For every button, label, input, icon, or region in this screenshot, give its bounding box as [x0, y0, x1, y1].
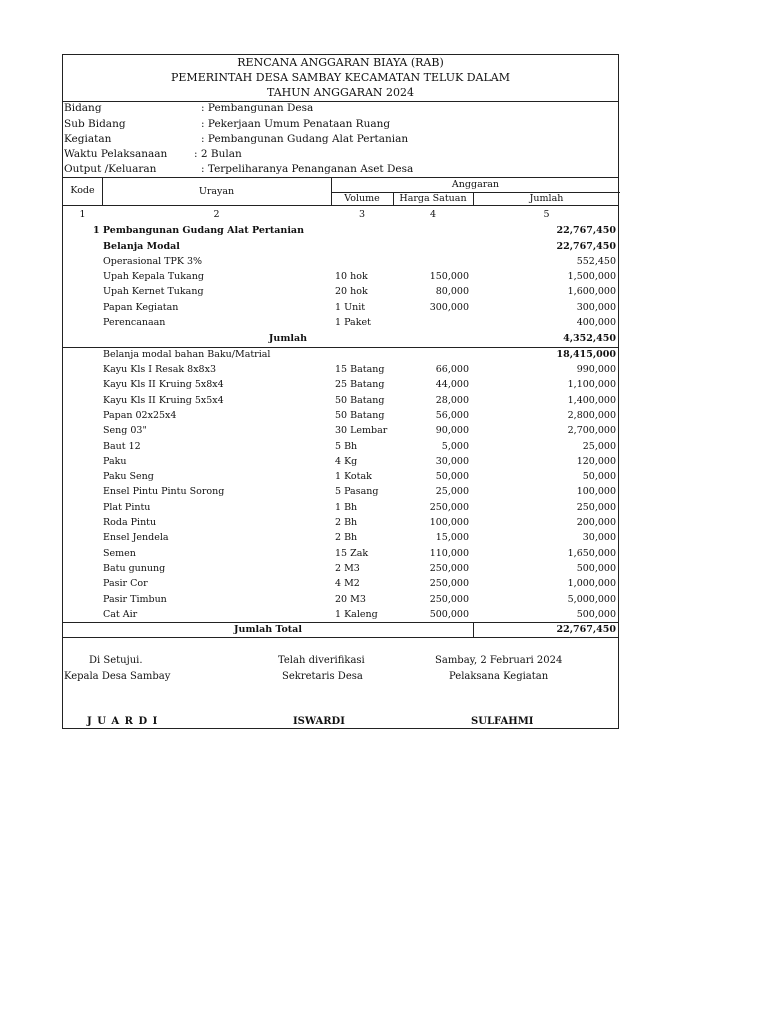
divider — [63, 347, 618, 348]
sign-right-role: Pelaksana Kegiatan — [449, 671, 549, 682]
table-row-jumlah: 1,000,000 — [567, 578, 616, 589]
table-row-volume: 1 Bh — [335, 502, 358, 513]
table-row-jumlah: 552,450 — [576, 256, 616, 267]
table-row-jumlah: 1,500,000 — [567, 271, 616, 282]
table-row-volume: 30 Lembar — [335, 425, 388, 436]
table-row-item: Plat Pintu — [103, 502, 151, 513]
table-row-jumlah: 50,000 — [582, 471, 616, 482]
table-row-volume: 50 Batang — [335, 395, 385, 406]
table-row-volume: 4 Kg — [335, 456, 358, 467]
meta-value-bidang: : Pembangunan Desa — [201, 102, 314, 114]
table-row-volume: 5 Bh — [335, 441, 358, 452]
doc-subtitle: PEMERINTAH DESA SAMBAY KECAMATAN TELUK DALAM — [171, 71, 510, 84]
table-row-item: Kayu Kls II Kruing 5x8x4 — [103, 379, 224, 390]
table-row-item: Upah Kepala Tukang — [103, 271, 204, 282]
table-row-item: Pasir Timbun — [103, 594, 167, 605]
table-row-item: Ensel Pintu Pintu Sorong — [103, 486, 225, 497]
table-row-harga: 250,000 — [429, 594, 469, 605]
sign-mid-caption: Telah diverifikasi — [278, 655, 365, 666]
divider — [63, 101, 618, 102]
divider — [63, 622, 618, 623]
table-row-jumlah: 500,000 — [576, 609, 616, 620]
table-row-harga: 90,000 — [435, 425, 469, 436]
table-row-volume: 15 Zak — [335, 548, 369, 559]
grand-total-label: Jumlah Total — [234, 624, 302, 635]
col-anggaran: Anggaran — [451, 179, 500, 190]
col-number: 2 — [213, 209, 220, 220]
table-row-harga: 15,000 — [435, 532, 469, 543]
table-row-volume: 2 Bh — [335, 532, 358, 543]
meta-label-waktu: Waktu Pelaksanaan — [64, 148, 168, 160]
table-row-item: Roda Pintu — [103, 517, 157, 528]
sign-left-role: Kepala Desa Sambay — [64, 671, 171, 682]
table-row-volume: 20 hok — [335, 286, 368, 297]
column-divider — [473, 622, 474, 637]
subtotal-value: 4,352,450 — [563, 333, 616, 344]
table-row-volume: 10 hok — [335, 271, 368, 282]
table-row-volume: 1 Paket — [335, 317, 371, 328]
table-row-item: Operasional TPK 3% — [103, 256, 203, 267]
rab-document — [62, 54, 619, 729]
section-title: Belanja modal bahan Baku/Matrial — [103, 349, 271, 360]
meta-value-waktu: : 2 Bulan — [194, 148, 242, 160]
sign-mid-role: Sekretaris Desa — [282, 671, 363, 682]
table-row-item: Kayu Kls I Resak 8x8x3 — [103, 364, 217, 375]
table-row-volume: 4 M2 — [335, 578, 360, 589]
table-row-item: Kayu Kls II Kruing 5x5x4 — [103, 395, 224, 406]
meta-label-output: Output /Keluaran — [64, 163, 157, 175]
sign-mid-name: ISWARDI — [293, 716, 345, 727]
table-row-item: Cat Air — [103, 609, 138, 620]
table-row-jumlah: 1,650,000 — [567, 548, 616, 559]
table-row-item: Papan Kegiatan — [103, 302, 179, 313]
table-row-item: Paku — [103, 456, 127, 467]
table-row-harga: 500,000 — [429, 609, 469, 620]
table-row-item: Paku Seng — [103, 471, 154, 482]
table-row-jumlah: 1,600,000 — [567, 286, 616, 297]
col-number: 5 — [543, 209, 550, 220]
table-row-item: Batu gunung — [103, 563, 166, 574]
meta-label-kegiatan: Kegiatan — [64, 133, 112, 145]
table-row-item: Upah Kernet Tukang — [103, 286, 204, 297]
subsection-title: Belanja Modal — [103, 241, 180, 252]
table-row-jumlah: 500,000 — [576, 563, 616, 574]
table-row-harga: 250,000 — [429, 578, 469, 589]
table-row-item: Baut 12 — [103, 441, 141, 452]
table-row-jumlah: 400,000 — [576, 317, 616, 328]
table-row-volume: 20 M3 — [335, 594, 366, 605]
table-row-jumlah: 990,000 — [576, 364, 616, 375]
table-row-jumlah: 300,000 — [576, 302, 616, 313]
section-total: 22,767,450 — [556, 225, 616, 236]
col-number: 1 — [79, 209, 86, 220]
table-row-harga: 25,000 — [435, 486, 469, 497]
divider — [63, 177, 618, 178]
table-row-harga: 56,000 — [435, 410, 469, 421]
meta-label-bidang: Bidang — [64, 102, 102, 114]
divider — [63, 205, 618, 206]
grand-total-value: 22,767,450 — [556, 624, 616, 635]
col-number: 4 — [429, 209, 437, 220]
table-row-harga: 50,000 — [435, 471, 469, 482]
col-jumlah: Jumlah — [529, 193, 564, 204]
table-row-jumlah: 25,000 — [582, 441, 616, 452]
table-row-volume: 2 M3 — [335, 563, 360, 574]
table-row-jumlah: 30,000 — [582, 532, 616, 543]
table-row-harga: 5,000 — [441, 441, 469, 452]
table-row-jumlah: 1,400,000 — [567, 395, 616, 406]
doc-year: TAHUN ANGGARAN 2024 — [266, 86, 415, 99]
meta-value-subbidang: : Pekerjaan Umum Penataan Ruang — [201, 118, 391, 130]
table-row-harga: 250,000 — [429, 563, 469, 574]
col-volume: Volume — [344, 193, 380, 204]
table-row-harga: 250,000 — [429, 502, 469, 513]
table-row-harga: 66,000 — [435, 364, 469, 375]
col-number: 3 — [358, 209, 366, 220]
table-row-volume: 50 Batang — [335, 410, 385, 421]
table-row-jumlah: 250,000 — [576, 502, 616, 513]
table-row-item: Seng 03" — [103, 425, 147, 436]
section-title: 1 Pembangunan Gudang Alat Pertanian — [93, 225, 304, 236]
table-row-harga: 44,000 — [435, 379, 469, 390]
table-row-volume: 15 Batang — [335, 364, 385, 375]
table-row-item: Semen — [103, 548, 136, 559]
table-row-jumlah: 200,000 — [576, 517, 616, 528]
table-row-volume: 1 Unit — [335, 302, 366, 313]
table-row-harga: 110,000 — [429, 548, 469, 559]
table-row-harga: 150,000 — [429, 271, 469, 282]
table-row-item: Ensel Jendela — [103, 532, 169, 543]
table-row-item: Pasir Cor — [103, 578, 148, 589]
subtotal-label: Jumlah — [268, 333, 308, 344]
section-total: 18,415,000 — [556, 349, 616, 360]
table-row-jumlah: 5,000,000 — [567, 594, 616, 605]
col-harga: Harga Satuan — [399, 193, 467, 204]
table-row-jumlah: 120,000 — [576, 456, 616, 467]
table-row-harga: 30,000 — [435, 456, 469, 467]
table-row-item: Perencanaan — [103, 317, 166, 328]
sign-left-name: J U A R D I — [87, 716, 159, 727]
col-kode: Kode — [70, 185, 95, 196]
table-row-harga: 100,000 — [429, 517, 469, 528]
table-row-jumlah: 1,100,000 — [567, 379, 616, 390]
divider — [63, 637, 618, 638]
table-row-jumlah: 100,000 — [576, 486, 616, 497]
col-urayan: Urayan — [198, 186, 235, 197]
table-row-harga: 80,000 — [435, 286, 469, 297]
table-row-volume: 2 Bh — [335, 517, 358, 528]
table-row-volume: 25 Batang — [335, 379, 385, 390]
meta-value-output: : Terpeliharanya Penanganan Aset Desa — [201, 163, 414, 175]
table-row-volume: 1 Kotak — [335, 471, 372, 482]
meta-value-kegiatan: : Pembangunan Gudang Alat Pertanian — [201, 133, 409, 145]
doc-title: RENCANA ANGGARAN BIAYA (RAB) — [237, 56, 444, 69]
subsection-total: 22,767,450 — [556, 241, 616, 252]
sign-right-caption: Sambay, 2 Februari 2024 — [435, 655, 563, 666]
sign-left-caption: Di Setujui. — [89, 655, 143, 666]
table-row-harga: 300,000 — [429, 302, 469, 313]
meta-label-subbidang: Sub Bidang — [64, 118, 126, 130]
table-row-jumlah: 2,800,000 — [567, 410, 616, 421]
table-row-item: Papan 02x25x4 — [103, 410, 177, 421]
sign-right-name: SULFAHMI — [471, 716, 534, 727]
table-row-jumlah: 2,700,000 — [567, 425, 616, 436]
table-row-volume: 5 Pasang — [335, 486, 379, 497]
table-row-volume: 1 Kaleng — [335, 609, 378, 620]
table-row-harga: 28,000 — [435, 395, 469, 406]
